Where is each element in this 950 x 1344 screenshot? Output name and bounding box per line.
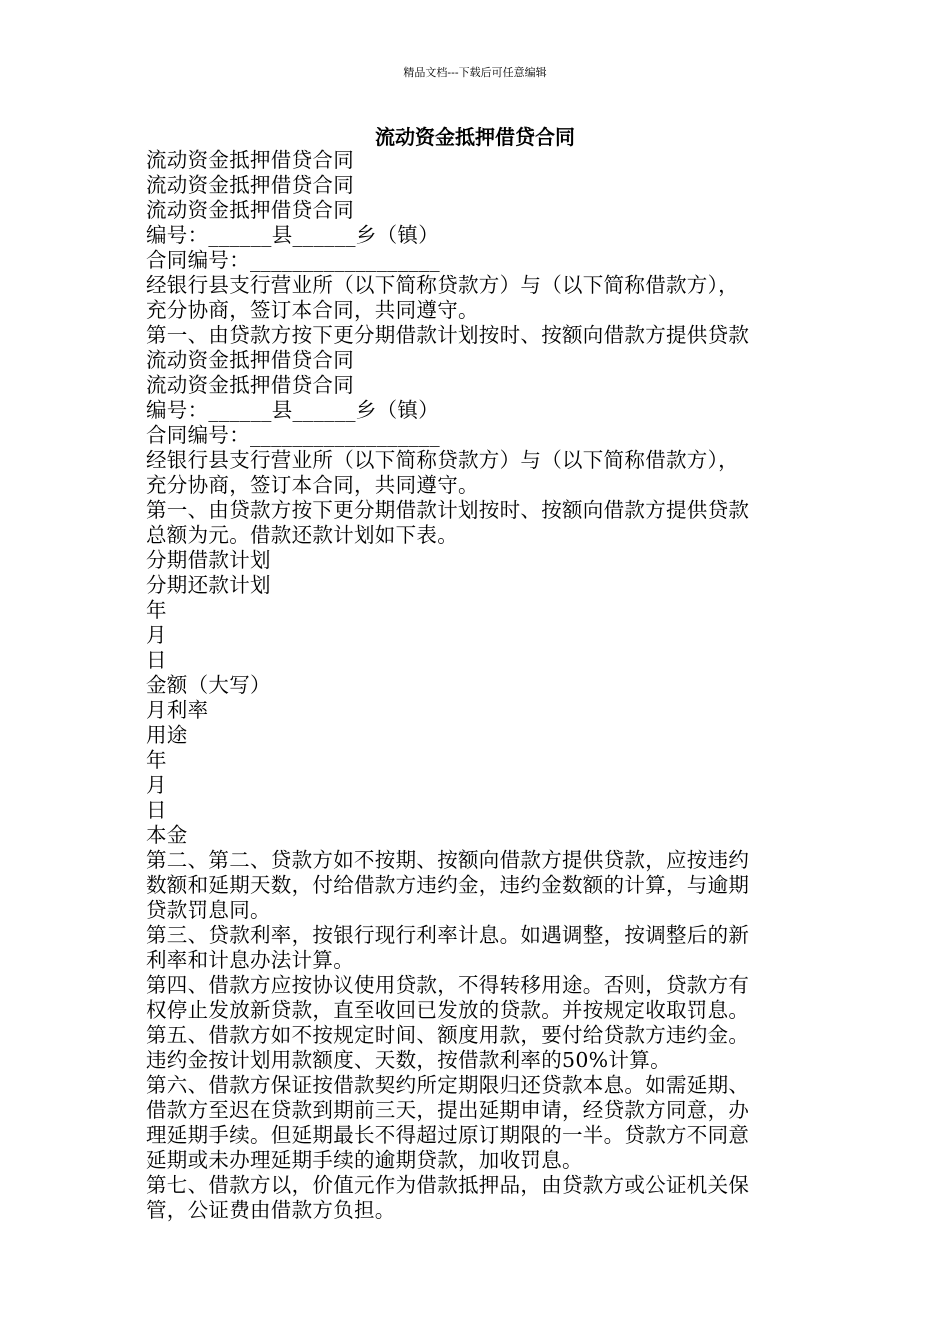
document-title: 流动资金抵押借贷合同 — [375, 125, 575, 149]
text-line: 合同编号：__________________ — [146, 248, 440, 272]
text-line: 本金 — [146, 823, 188, 847]
text-line: 分期借款计划 — [146, 548, 271, 572]
text-line: 金额（大写） — [146, 673, 271, 697]
text-line: 权停止发放新贷款，直至收回已发放的贷款。并按规定收取罚息。 — [146, 998, 750, 1022]
text-line: 第三、贷款利率，按银行现行利率计息。如遇调整，按调整后的新 — [146, 923, 750, 947]
text-line: 第五、借款方如不按规定时间、额度用款，要付给贷款方违约金。 — [146, 1023, 750, 1047]
text-line: 第六、借款方保证按借款契约所定期限归还贷款本息。如需延期、 — [146, 1073, 750, 1097]
text-line: 管，公证费由借款方负担。 — [146, 1198, 396, 1222]
text-line: 年 — [146, 748, 167, 772]
text-line: 延期或未办理延期手续的逾期贷款，加收罚息。 — [146, 1148, 583, 1172]
text-line: 第四、借款方应按协议使用贷款，不得转移用途。否则，贷款方有 — [146, 973, 750, 997]
text-line: 合同编号：__________________ — [146, 423, 440, 447]
text-line: 借款方至迟在贷款到期前三天，提出延期申请，经贷款方同意，办 — [146, 1098, 750, 1122]
text-line: 用途 — [146, 723, 188, 747]
text-line: 月 — [146, 623, 167, 647]
text-line: 理延期手续。但延期最长不得超过原订期限的一半。贷款方不同意 — [146, 1123, 750, 1147]
text-line: 第一、由贷款方按下更分期借款计划按时、按额向借款方提供贷款 — [146, 323, 750, 347]
text-line: 第一、由贷款方按下更分期借款计划按时、按额向借款方提供贷款 — [146, 498, 750, 522]
text-line: 编号：______县______乡（镇） — [146, 223, 439, 247]
text-line: 流动资金抵押借贷合同 — [146, 373, 354, 397]
text-line: 贷款罚息同。 — [146, 898, 271, 922]
text-line: 月利率 — [146, 698, 209, 722]
page-header: 精品文档---下载后可任意编辑 — [403, 66, 547, 79]
text-line: 流动资金抵押借贷合同 — [146, 173, 354, 197]
text-line: 年 — [146, 598, 167, 622]
text-line: 数额和延期天数，付给借款方违约金，违约金数额的计算，与逾期 — [146, 873, 750, 897]
text-line: 日 — [146, 648, 167, 672]
text-line: 流动资金抵押借贷合同 — [146, 148, 354, 172]
text-line: 分期还款计划 — [146, 573, 271, 597]
text-line: 月 — [146, 773, 167, 797]
text-line: 充分协商，签订本合同，共同遵守。 — [146, 298, 479, 322]
text-line: 经银行县支行营业所（以下简称贷款方）与（以下简称借款方）， — [146, 273, 739, 297]
text-line: 违约金按计划用款额度、天数，按借款利率的50%计算。 — [146, 1048, 671, 1072]
text-line: 日 — [146, 798, 167, 822]
text-line: 编号：______县______乡（镇） — [146, 398, 439, 422]
text-line: 流动资金抵押借贷合同 — [146, 348, 354, 372]
text-line: 充分协商，签订本合同，共同遵守。 — [146, 473, 479, 497]
text-line: 第二、第二、贷款方如不按期、按额向借款方提供贷款，应按违约 — [146, 848, 750, 872]
text-line: 总额为元。借款还款计划如下表。 — [146, 523, 458, 547]
text-line: 利率和计息办法计算。 — [146, 948, 354, 972]
text-line: 经银行县支行营业所（以下简称贷款方）与（以下简称借款方）， — [146, 448, 739, 472]
document-body — [146, 148, 796, 1223]
text-line: 流动资金抵押借贷合同 — [146, 198, 354, 222]
text-line: 第七、借款方以，价值元作为借款抵押品，由贷款方或公证机关保 — [146, 1173, 750, 1197]
